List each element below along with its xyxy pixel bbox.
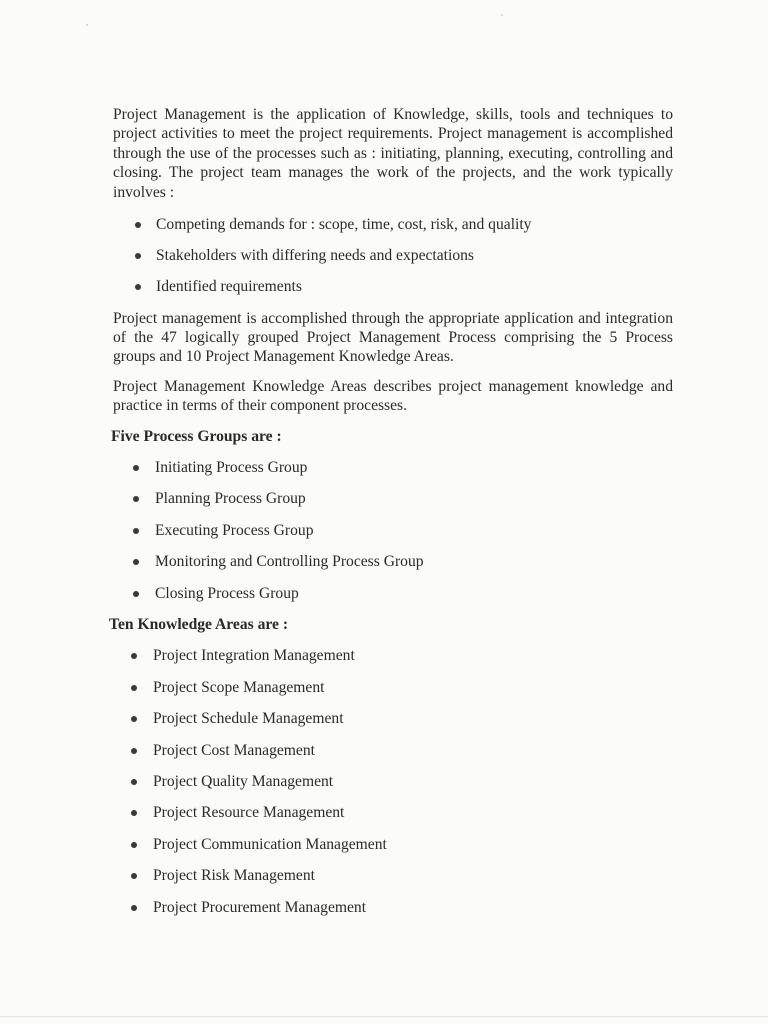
bullet-icon <box>131 842 137 848</box>
list-item: Project Risk Management <box>113 866 673 885</box>
list-item: Closing Process Group <box>113 584 673 603</box>
list-item: Initiating Process Group <box>113 458 673 477</box>
bullet-icon <box>133 465 139 471</box>
list-item: Project Scope Management <box>113 678 673 697</box>
knowledge-areas-paragraph: Project Management Knowledge Areas describes project management knowledge and practice in terms of their component processes. <box>113 377 673 415</box>
list-item: Identified requirements <box>113 277 673 296</box>
intro-paragraph: Project Management is the application of Knowledge, skills, tools and techniques to project activities to meet the project requirements. Project management is accomplished through the use of the processes such as : initiating, planning, executing, controlling and closing. The project team manages the work of the projects, and the work typically involves : <box>113 106 673 201</box>
knowledge-areas-heading: Ten Knowledge Areas are : <box>109 615 289 633</box>
bullet-icon <box>131 810 137 816</box>
bullet-icon <box>131 873 137 879</box>
knowledge-areas-list <box>113 646 673 917</box>
list-item: Project Cost Management <box>113 741 673 760</box>
work-involves-list <box>113 215 673 297</box>
list-item: Executing Process Group <box>113 521 673 540</box>
list-item: Competing demands for : scope, time, cost, risk, and quality <box>113 215 673 234</box>
list-item: Project Procurement Management <box>113 898 673 917</box>
bullet-icon <box>135 222 141 228</box>
bullet-icon <box>135 253 141 259</box>
list-item: Stakeholders with differing needs and expectations <box>113 246 673 265</box>
list-item: Project Communication Management <box>113 835 673 854</box>
scan-speck <box>86 24 88 26</box>
list-item: Project Resource Management <box>113 803 673 822</box>
list-item: Project Quality Management <box>113 772 673 791</box>
bullet-icon <box>131 653 137 659</box>
bullet-icon <box>133 559 139 565</box>
bullet-icon <box>135 284 141 290</box>
bullet-icon <box>131 716 137 722</box>
scan-edge-line <box>0 1016 768 1017</box>
bullet-icon <box>133 496 139 502</box>
list-item: Planning Process Group <box>113 489 673 508</box>
document-body <box>109 105 673 929</box>
list-item: Monitoring and Controlling Process Group <box>113 552 673 571</box>
bullet-icon <box>131 779 137 785</box>
list-item: Project Schedule Management <box>113 709 673 728</box>
bullet-icon <box>133 591 139 597</box>
process-groups-heading: Five Process Groups are : <box>111 427 282 445</box>
bullet-icon <box>133 528 139 534</box>
scan-speck <box>501 14 503 16</box>
bullet-icon <box>131 905 137 911</box>
bullet-icon <box>131 748 137 754</box>
process-groups-list <box>113 458 673 603</box>
list-item: Project Integration Management <box>113 646 673 665</box>
bullet-icon <box>131 685 137 691</box>
integration-paragraph: Project management is accomplished through the appropriate application and integration of the 47 logically grouped Project Management Process comprising the 5 Process groups and 10 Project Management Knowledge Areas. <box>113 309 673 366</box>
